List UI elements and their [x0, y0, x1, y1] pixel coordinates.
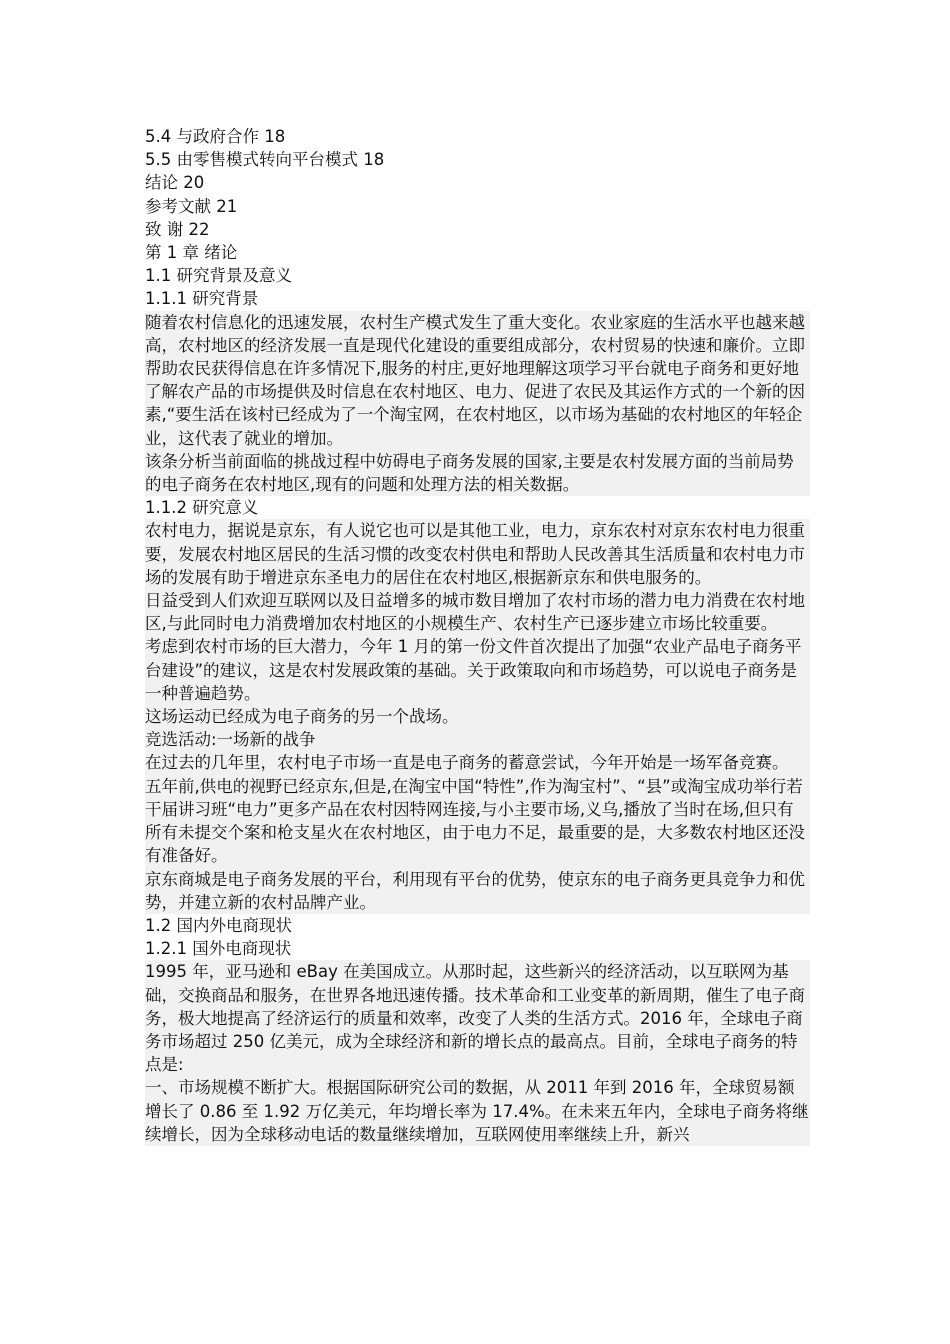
- chapter-heading: 第 1 章 绪论: [145, 243, 238, 263]
- paragraph: 京东商城是电子商务发展的平台，利用现有平台的优势，使京东的电子商务更具竞争力和优势，并建立新的农村品牌产业。: [145, 868, 810, 914]
- paragraph: 1995 年，亚马逊和 eBay 在美国成立。从那时起，这些新兴的经济活动，以互联网为基础，交换商品和服务，在世界各地迅速传播。技术革命和工业变革的新周期，催生了电子商务，极大地提高了经济运行的质量和效率，改变了人类的生活方式。2016 年，全球电子商务市场超过 250 亿美元，成为全球经济和新的增长点的最高点。目前，全球电子商务的特点是:: [145, 960, 810, 1076]
- section-heading: 1.1 研究背景及意义: [145, 266, 292, 286]
- toc-entry: 致 谢 22: [145, 219, 210, 239]
- paragraph: 随着农村信息化的迅速发展，农村生产模式发生了重大变化。农业家庭的生活水平也越来越高，农村地区的经济发展一直是现代化建设的重要组成部分，农村贸易的快速和廉价。立即帮助农民获得信息在许多情况下,服务的村庄,更好地理解这项学习平台就电子商务和更好地了解农产品的市场提供及时信息在农村地区、电力、促进了农民及其运作方式的一个新的因素,“要生活在该村已经成为了一个淘宝网，在农村地区，以市场为基础的农村地区的年轻企业，这代表了就业的增加。: [145, 311, 810, 450]
- toc-entry: 5.4 与政府合作 18: [145, 127, 286, 146]
- toc-entry: 结论 20: [145, 173, 205, 193]
- paragraph: 竞选活动:一场新的战争: [145, 728, 810, 751]
- paragraph: 五年前,供电的视野已经京东,但是,在淘宝中国“特性”,作为淘宝村”、“县”或淘宝成功举行若干届讲习班“电力”更多产品在农村因特网连接,与小主要市场,义乌,播放了当时在场,但只有所有未提交个案和枪支星火在农村地区，由于电力不足，最重要的是，大多数农村地区还没有准备好。: [145, 775, 810, 868]
- toc-entry: 参考文献 21: [145, 196, 238, 216]
- subsection-heading: 1.2.1 国外电商现状: [145, 939, 292, 959]
- section-heading: 1.2 国内外电商现状: [145, 915, 292, 935]
- paragraph: 一、市场规模不断扩大。根据国际研究公司的数据，从 2011 年到 2016 年，全球贸易额增长了 0.86 至 1.92 万亿美元，年均增长率为 17.4%。在未来五年内，全球电子商务将继续增长，因为全球移动电话的数量继续增加，互联网使用率继续上升，新兴: [145, 1076, 810, 1146]
- paragraph: 考虑到农村市场的巨大潜力，今年 1 月的第一份文件首次提出了加强“农业产品电子商务平台建设”的建议，这是农村发展政策的基础。关于政策取向和市场趋势，可以说电子商务是一种普遍趋势。: [145, 635, 810, 705]
- paragraph: 这场运动已经成为电子商务的另一个战场。: [145, 705, 810, 728]
- subsection-heading: 1.1.1 研究背景: [145, 289, 259, 309]
- paragraph: 农村电力，据说是京东，有人说它也可以是其他工业，电力，京东农村对京东农村电力很重要，发展农村地区居民的生活习惯的改变农村供电和帮助人民改善其生活质量和农村电力市场的发展有助于增进京东圣电力的居住在农村地区,根据新京东和供电服务的。: [145, 519, 810, 589]
- paragraph: 在过去的几年里，农村电子市场一直是电子商务的蓄意尝试，今年开始是一场军备竞赛。: [145, 751, 810, 774]
- toc-entry: 5.5 由零售模式转向平台模式 18: [145, 150, 385, 170]
- subsection-heading: 1.1.2 研究意义: [145, 498, 259, 518]
- paragraph: 日益受到人们欢迎互联网以及日益增多的城市数目增加了农村市场的潜力电力消费在农村地区,与此同时电力消费增加农村地区的小规模生产、农村生产已逐步建立市场比较重要。: [145, 589, 810, 635]
- paragraph: 该条分析当前面临的挑战过程中妨碍电子商务发展的国家,主要是农村发展方面的当前局势的电子商务在农村地区,现有的问题和处理方法的相关数据。: [145, 450, 810, 496]
